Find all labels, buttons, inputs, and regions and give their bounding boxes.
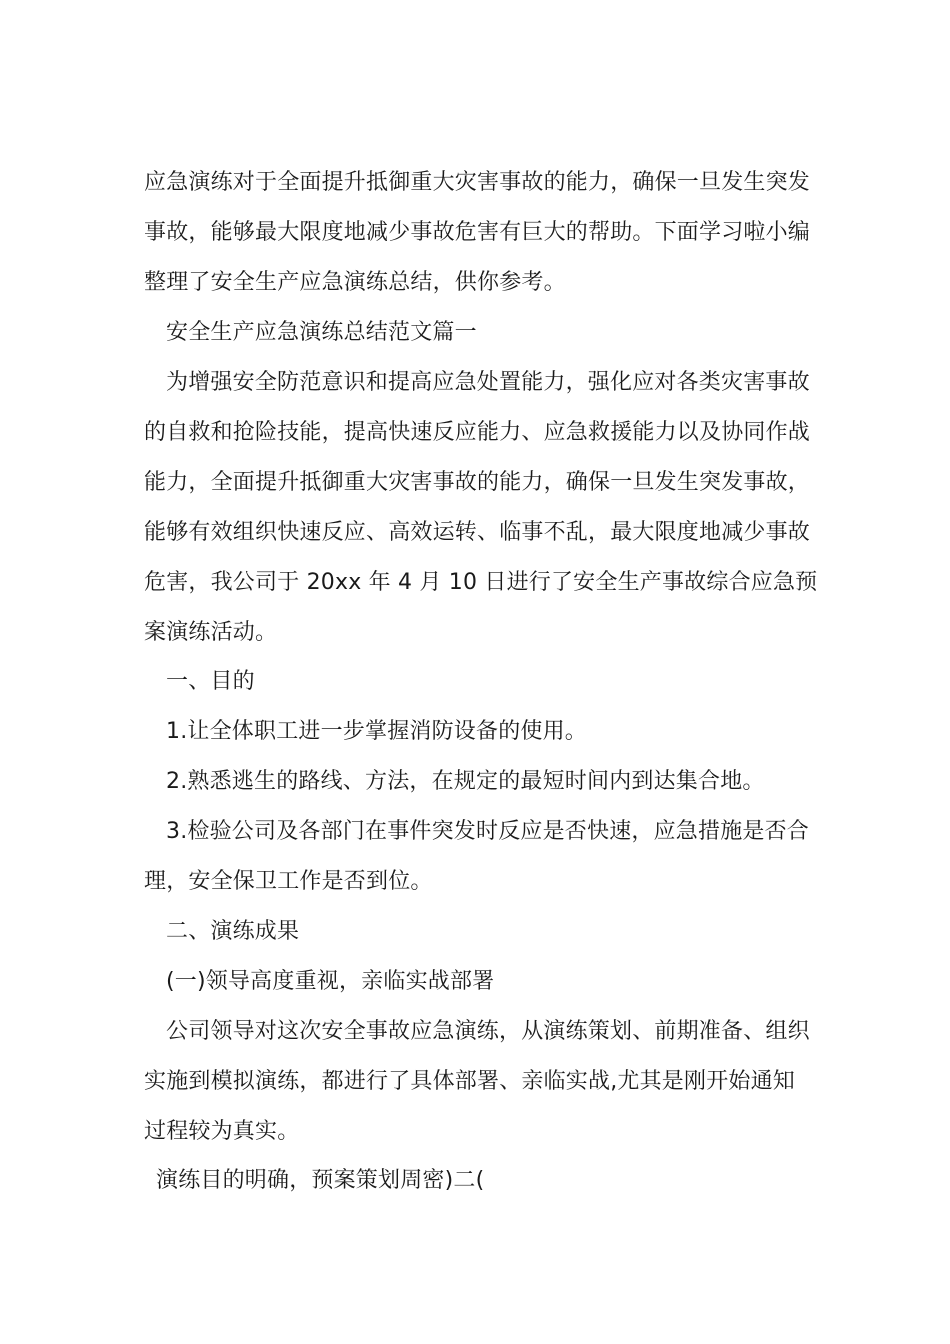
list-item-3-line-2: 理，安全保卫工作是否到位。 — [144, 869, 433, 894]
para1-line-6: 案演练活动。 — [144, 620, 278, 645]
article-title: 安全生产应急演练总结范文篇一 — [166, 320, 477, 345]
para2-line-3: 过程较为真实。 — [144, 1119, 300, 1144]
section-heading-2: 二、演练成果 — [166, 919, 300, 944]
para1-line-1: 为增强安全防范意识和提高应急处置能力，强化应对各类灾害事故 — [166, 370, 810, 395]
para1-line-2: 的自救和抢险技能，提高快速反应能力、应急救援能力以及协同作战 — [144, 420, 811, 445]
subsection-heading-1: (一)领导高度重视，亲临实战部署 — [166, 969, 495, 994]
para1-line-5: 危害，我公司于 20xx 年 4 月 10 日进行了安全生产事故综合应急预 — [144, 570, 818, 595]
section-heading-1: 一、目的 — [166, 669, 255, 694]
intro-line-3: 整理了安全生产应急演练总结，供你参考。 — [144, 270, 566, 295]
list-item-3-line-1: 3.检验公司及各部门在事件突发时反应是否快速，应急措施是否合 — [166, 819, 809, 844]
para1-line-3: 能力，全面提升抵御重大灾害事故的能力，确保一旦发生突发事故， — [144, 470, 811, 495]
intro-line-2: 事故，能够最大限度地减少事故危害有巨大的帮助。下面学习啦小编 — [144, 220, 811, 245]
para2-line-1: 公司领导对这次安全事故应急演练，从演练策划、前期准备、组织 — [166, 1019, 810, 1044]
subsection-heading-2: 演练目的明确，预案策划周密)二( — [156, 1168, 485, 1193]
list-item-2: 2.熟悉逃生的路线、方法，在规定的最短时间内到达集合地。 — [166, 769, 765, 794]
intro-line-1: 应急演练对于全面提升抵御重大灾害事故的能力，确保一旦发生突发 — [144, 170, 811, 195]
para2-line-2: 实施到模拟演练，都进行了具体部署、亲临实战,尤其是刚开始通知 — [144, 1069, 795, 1094]
para1-line-4: 能够有效组织快速反应、高效运转、临事不乱，最大限度地减少事故 — [144, 520, 811, 545]
list-item-1: 1.让全体职工进一步掌握消防设备的使用。 — [166, 719, 587, 744]
